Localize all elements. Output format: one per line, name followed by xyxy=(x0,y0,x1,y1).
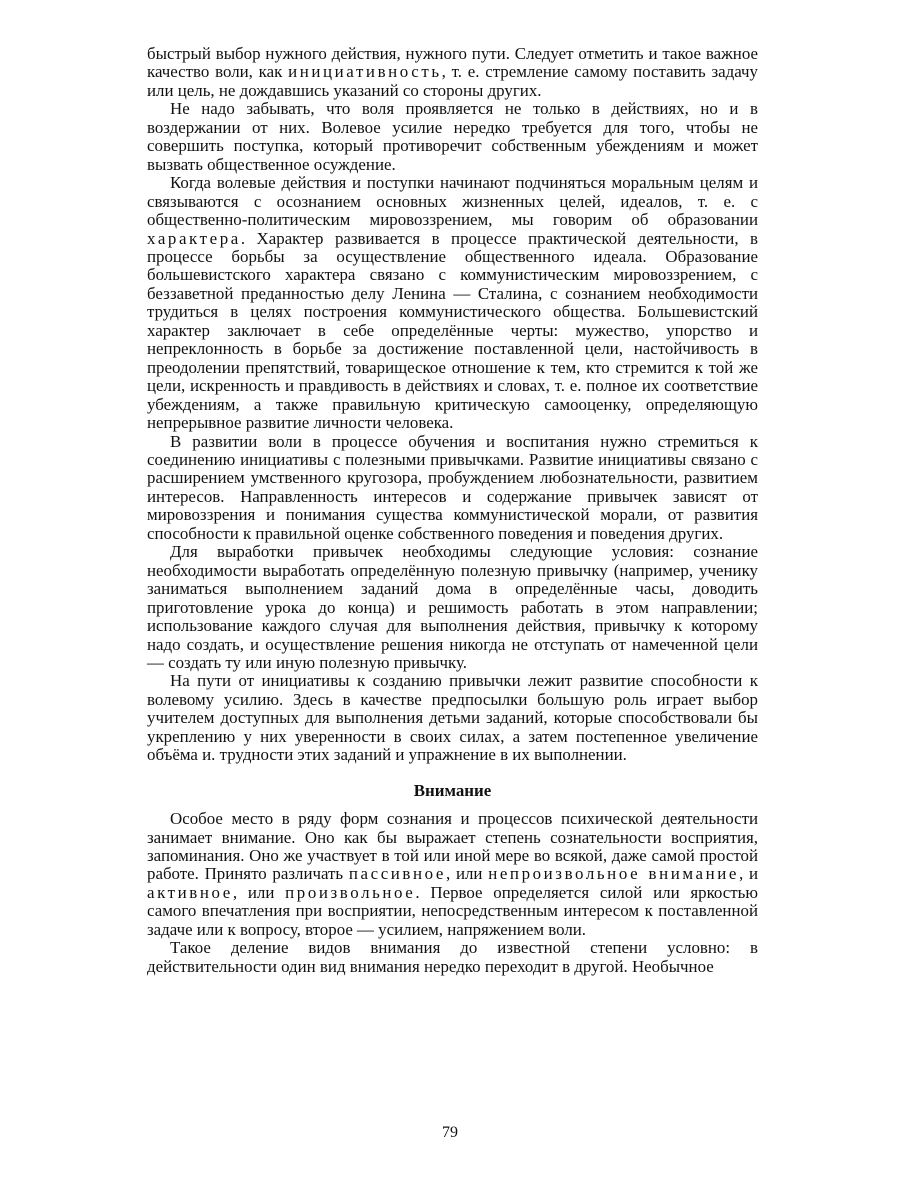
section-heading: Внимание xyxy=(413,780,492,800)
paragraph xyxy=(147,433,758,544)
paragraph xyxy=(147,810,758,939)
paragraph xyxy=(147,672,758,764)
body-text xyxy=(147,45,758,976)
paragraph-text: . Характер развивается в процессе практической деятельности, в процессе борьбы за осуществление общественного идеала. Образование большевистского характера связано с коммунистическим мировоззрением, с беззаветной преданностью делу Ленина — Сталина, с сознанием необходимости трудиться в целях построения коммунистического общества. Большевистский характер заключает в себе определённые черты: мужество, упорство и непреклонность в борьбе за достижение поставленной цели, настойчивость в преодолении препятствий, товарищеское отношение к тем, кто стремится к той же цели, искренность и правдивость в действиях и словах, т. е. полное их соответствие убеждениям, а также правильную критическую самооценку, определяющую непрерывное развитие личности человека. xyxy=(147,228,758,433)
paragraph xyxy=(147,45,758,100)
emphasized-term: активное xyxy=(147,882,233,902)
paragraph-text: На пути от инициативы к созданию привычки лежит развитие способности к волевому усилию. Здесь в качестве предпосылки большую роль играет выбор учителем доступных для выполнения детьми заданий, которые способствовали бы укреплению у них уверенности в своих силах, а затем постепенное увеличение объёма и. трудности этих заданий и упражнение в их выполнении. xyxy=(147,671,758,765)
paragraph-text: Когда волевые действия и поступки начинают подчиняться моральным целям и связываются с осознанием основных жизненных целей, идеалов, т. е. с общественно-политическим мировоззрением, мы говорим об образовании xyxy=(147,173,758,230)
emphasized-term: характера xyxy=(147,228,241,248)
paragraph xyxy=(147,543,758,672)
emphasized-term: произвольное xyxy=(285,882,416,902)
paragraph-text: , и xyxy=(739,864,758,884)
page-number: 79 xyxy=(442,1124,458,1141)
paragraph-text: Для выработки привычек необходимы следующие условия: сознание необходимости выработать определённую полезную привычку (например, ученику заниматься выполнением заданий дома в определённые часы, доводить приготовление урока до конца) и решимость работать в этом направлении; использование каждого случая для выполнения действия, привычку к которому надо создать, и осуществление решения никогда не отступать от намеченной цели — создать ту или иную полезную привычку. xyxy=(147,542,758,672)
emphasized-term: пассивное xyxy=(348,864,446,884)
paragraph xyxy=(147,174,758,432)
paragraph-text: , или xyxy=(232,882,286,902)
emphasized-term: непроизвольное внимание xyxy=(488,864,739,884)
paragraph-text: . Первое определяется силой или яркостью самого впечатления при восприятии, непосредственным интересом к поставленной задаче или к вопросу, второе — усилием, напряжением воли. xyxy=(147,882,758,939)
paragraphs-after-heading xyxy=(147,810,758,976)
paragraph-text: , или xyxy=(446,864,489,884)
paragraph-text: В развитии воли в процессе обучения и воспитания нужно стремиться к соединению инициативы с полезными привычками. Развитие инициативы связано с расширением умственного кругозора, пробуждением любознательности, развитием интересов. Направленность интересов и содержание привычек зависят от мировоззрения и понимания существа коммунистической морали, от развития способности к правильной оценке собственного поведения и поведения других. xyxy=(147,431,758,543)
paragraph-text: Не надо забывать, что воля проявляется не только в действиях, но и в воздержании от них. Волевое усилие нередко требуется для того, чтобы не совершить поступка, который противоречит собственным убеждениям и может вызвать общественное осуждение. xyxy=(147,99,758,174)
paragraph-text: быстрый выбор нужного действия, нужного пути. Следует отметить и такое важное качество воли, как xyxy=(147,44,758,82)
paragraph xyxy=(147,100,758,174)
paragraph-text: Такое деление видов внимания до известной степени условно: в действительности один вид внимания нередко переходит в другой. Необычное xyxy=(147,938,758,976)
paragraph-text: Особое место в ряду форм сознания и процессов психической деятельности занимает внимание. Оно как бы выражает степень сознательности восприятия, запоминания. Оно же участвует в той или иной мере во всякой, даже самой простой работе. Принято различать xyxy=(147,809,758,884)
paragraphs-before-heading xyxy=(147,45,758,765)
emphasized-term: инициативность xyxy=(288,62,442,82)
paragraph xyxy=(147,939,758,976)
paragraph-text: , т. е. стремление самому поставить задачу или цель, не дождавшись указаний со стороны других. xyxy=(147,62,758,100)
